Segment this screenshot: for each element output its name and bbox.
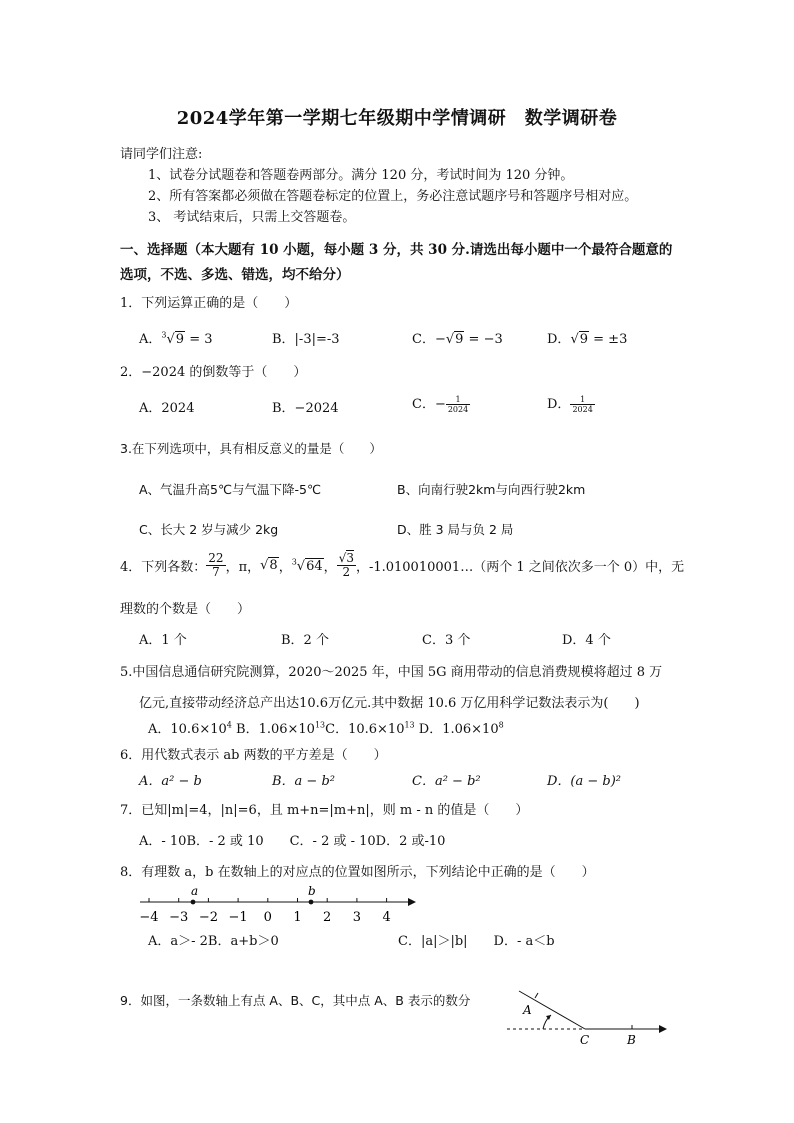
q7-options: A．- 10B．- 2 或 10 C．- 2 或 - 10D．2 或-10 [139,834,446,849]
q4-option-d: D．4 个 [562,633,611,648]
q8-stem: 8．有理数 a，b 在数轴上的对应点的位置如图所示，下列结论中正确的是（ ） [120,865,595,880]
q8-options-cd: C．|a|＞|b| D．- a＜b [398,934,555,949]
q6-option-d: D．(a − b)² [547,774,622,789]
q2-option-a: A．2024 [139,401,195,416]
q9-label-b: B [627,1033,636,1047]
section-heading-line2: 选项，不选、多选、错选，均不给分） [120,267,350,283]
axis-tick-label: 3 [352,910,362,925]
q6-option-a: A．a² − b [139,774,202,789]
point-a-label: a [191,884,199,898]
q9-label-c: C [580,1033,590,1047]
q7-stem: 7．已知|m|=4，|n|=6，且 m+n=|m+n|，则 m - n 的值是（ ） [120,803,529,818]
axis-arrow-icon [408,898,416,906]
q8-options-ab: A．a＞- 2B．a+b＞0 [148,934,279,949]
q6-stem: 6．用代数式表示 ab 两数的平方差是（ ） [120,748,387,763]
q9-axis-arrow-icon [659,1025,667,1033]
q1-option-c: C．−√9 = −3 [412,332,503,347]
axis-tick-label: 0 [263,910,272,925]
axis-tick-label: 1 [293,910,302,925]
point-b-dot [309,900,314,905]
axis-tick-label: −3 [169,910,189,925]
q2-option-d: D． $\frac{1}{2024}$ [547,395,593,414]
q5-option-d: D．$1.06\times 10^8$ [418,720,504,737]
axis-tick-label: 4 [382,910,391,925]
q1-stem: 1．下列运算正确的是（ ） [120,296,298,311]
section-heading-line1: 一、选择题（本大题有 10 小题，每小题 3 分，共 30 分.请选出每小题中一个最符合题意的 [120,242,673,258]
q3-option-c: C、长大 2 岁与减少 2kg [139,522,279,537]
q5-option-b: B．$1.06\times 10^{13}$ [236,720,326,737]
q5-stem-line2: 亿元,直接带动经济总产出达10.6万亿元.其中数据 10.6 万亿用科学记数法表示为( ) [139,696,640,711]
q5-stem-line1: 5.中国信息通信研究院测算，2020～2025 年，中国 5G 商用带动的信息消费规模将超过 8 万 [120,665,663,680]
q4-option-b: B．2 个 [281,633,329,648]
q9-stem: 9．如图，一条数轴上有点 A、B、C，其中点 A、B 表示的数分 [120,993,471,1008]
axis-tick-label: −1 [228,910,248,925]
page-title: 2024学年第一学期七年级期中学情调研 数学调研卷 [176,108,618,129]
notice-heading: 请同学们注意: [120,147,203,162]
notice-item-1: 1、试卷分试题卷和答题卷两部分。满分 120 分，考试时间为 120 分钟。 [148,168,574,183]
q3-option-d: D、胜 3 局与负 2 局 [397,522,514,537]
q1-option-b: B．|-3|=-3 [272,332,340,347]
axis-tick-label: 2 [323,910,332,925]
q2-option-c: C．− $\frac{1}{2024}$ [412,395,469,414]
axis-tick-label: −2 [198,910,218,925]
q4-stem: 4．下列各数： $\frac{22}{7}$ ，π，√8，$^3$√64， $\frac{√3}{2}$ ，-1.010010001…（两个 1 之间依次多一个 0）中，无 [120,551,685,579]
q5-options [148,718,504,737]
q9-label-a: A [523,1003,532,1017]
q5-option-a: A．$10.6\times 10^4$ [148,720,232,737]
q2-stem: 2．−2024 的倒数等于（ ） [120,365,307,380]
q2-option-b: B．−2024 [272,401,339,416]
q3-stem: 3.在下列选项中，具有相反意义的量是（ ） [120,441,382,456]
q6-option-c: C．a² − b² [412,774,481,789]
q3-option-b: B、向南行驶2km与向西行驶2km [397,482,586,497]
q8-number-line [130,882,430,928]
q1-option-d: D．√9 = ±3 [547,332,628,347]
q9-figure [505,988,670,1050]
q5-option-c: C．$10.6\times 10^{13}$ [325,720,415,737]
q1-option-a: A．$^3$√9 = 3 [139,330,213,347]
axis-tick-label: −4 [139,910,159,925]
notice-item-3: 3、 考试结束后，只需上交答题卷。 [148,210,356,225]
point-a-dot [191,900,196,905]
q4-stem-line2: 理数的个数是（ ） [120,602,251,617]
q4-option-c: C．3 个 [422,633,471,648]
q9-tick-a [535,993,538,998]
point-b-label: b [308,884,316,898]
q3-option-a: A、气温升高5℃与气温下降-5℃ [139,482,322,497]
notice-item-2: 2、所有答案都必须做在答题卷标定的位置上，务必注意试题序号和答题序号相对应。 [148,189,638,204]
q6-option-b: B．a − b² [272,774,335,789]
q4-option-a: A．1 个 [139,633,187,648]
